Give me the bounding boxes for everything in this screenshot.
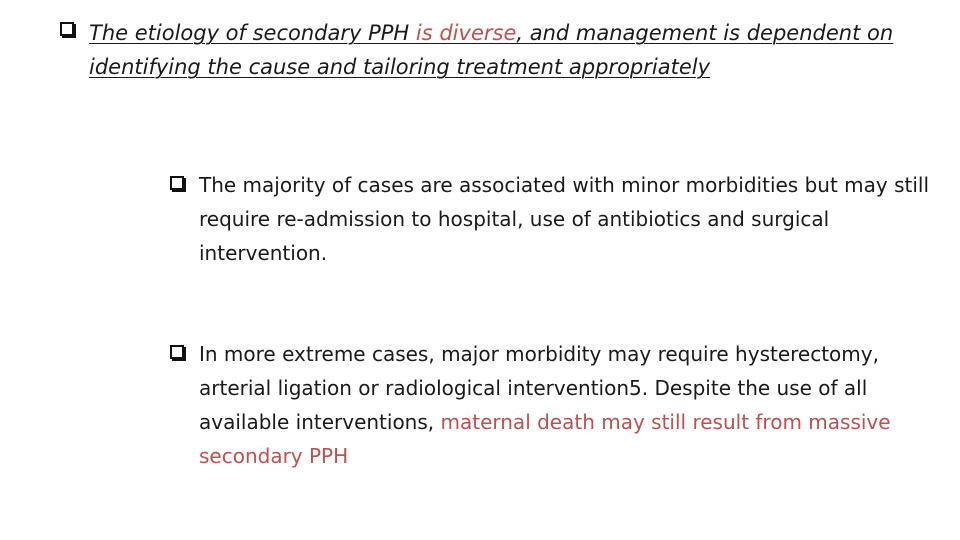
bullet-text-part: , and management is dependent on identifying the cause and tailoring treatment appropriately xyxy=(89,21,894,79)
bullet-text xyxy=(89,16,940,84)
bullet-item-etiology xyxy=(60,16,940,84)
square-bullet-icon xyxy=(170,345,184,359)
bullet-text-part: The etiology of secondary PPH xyxy=(89,21,416,45)
square-bullet-icon xyxy=(60,22,74,36)
bullet-text-part: In more extreme cases, major morbidity may require hysterectomy, arterial ligation or radiological intervention5. Despite the use of all available interventions, xyxy=(199,342,879,434)
square-bullet-icon xyxy=(170,176,184,190)
bullet-item-major-morbidity xyxy=(170,337,930,473)
bullet-item-minor-morbidities xyxy=(170,168,940,270)
bullet-text xyxy=(199,337,930,473)
highlighted-text: maternal death may still result from massive secondary PPH xyxy=(199,410,891,468)
bullet-text: The majority of cases are associated with minor morbidities but may still require re-admission to hospital, use of antibiotics and surgical intervention. xyxy=(199,173,930,265)
highlighted-text: is diverse xyxy=(415,21,517,45)
